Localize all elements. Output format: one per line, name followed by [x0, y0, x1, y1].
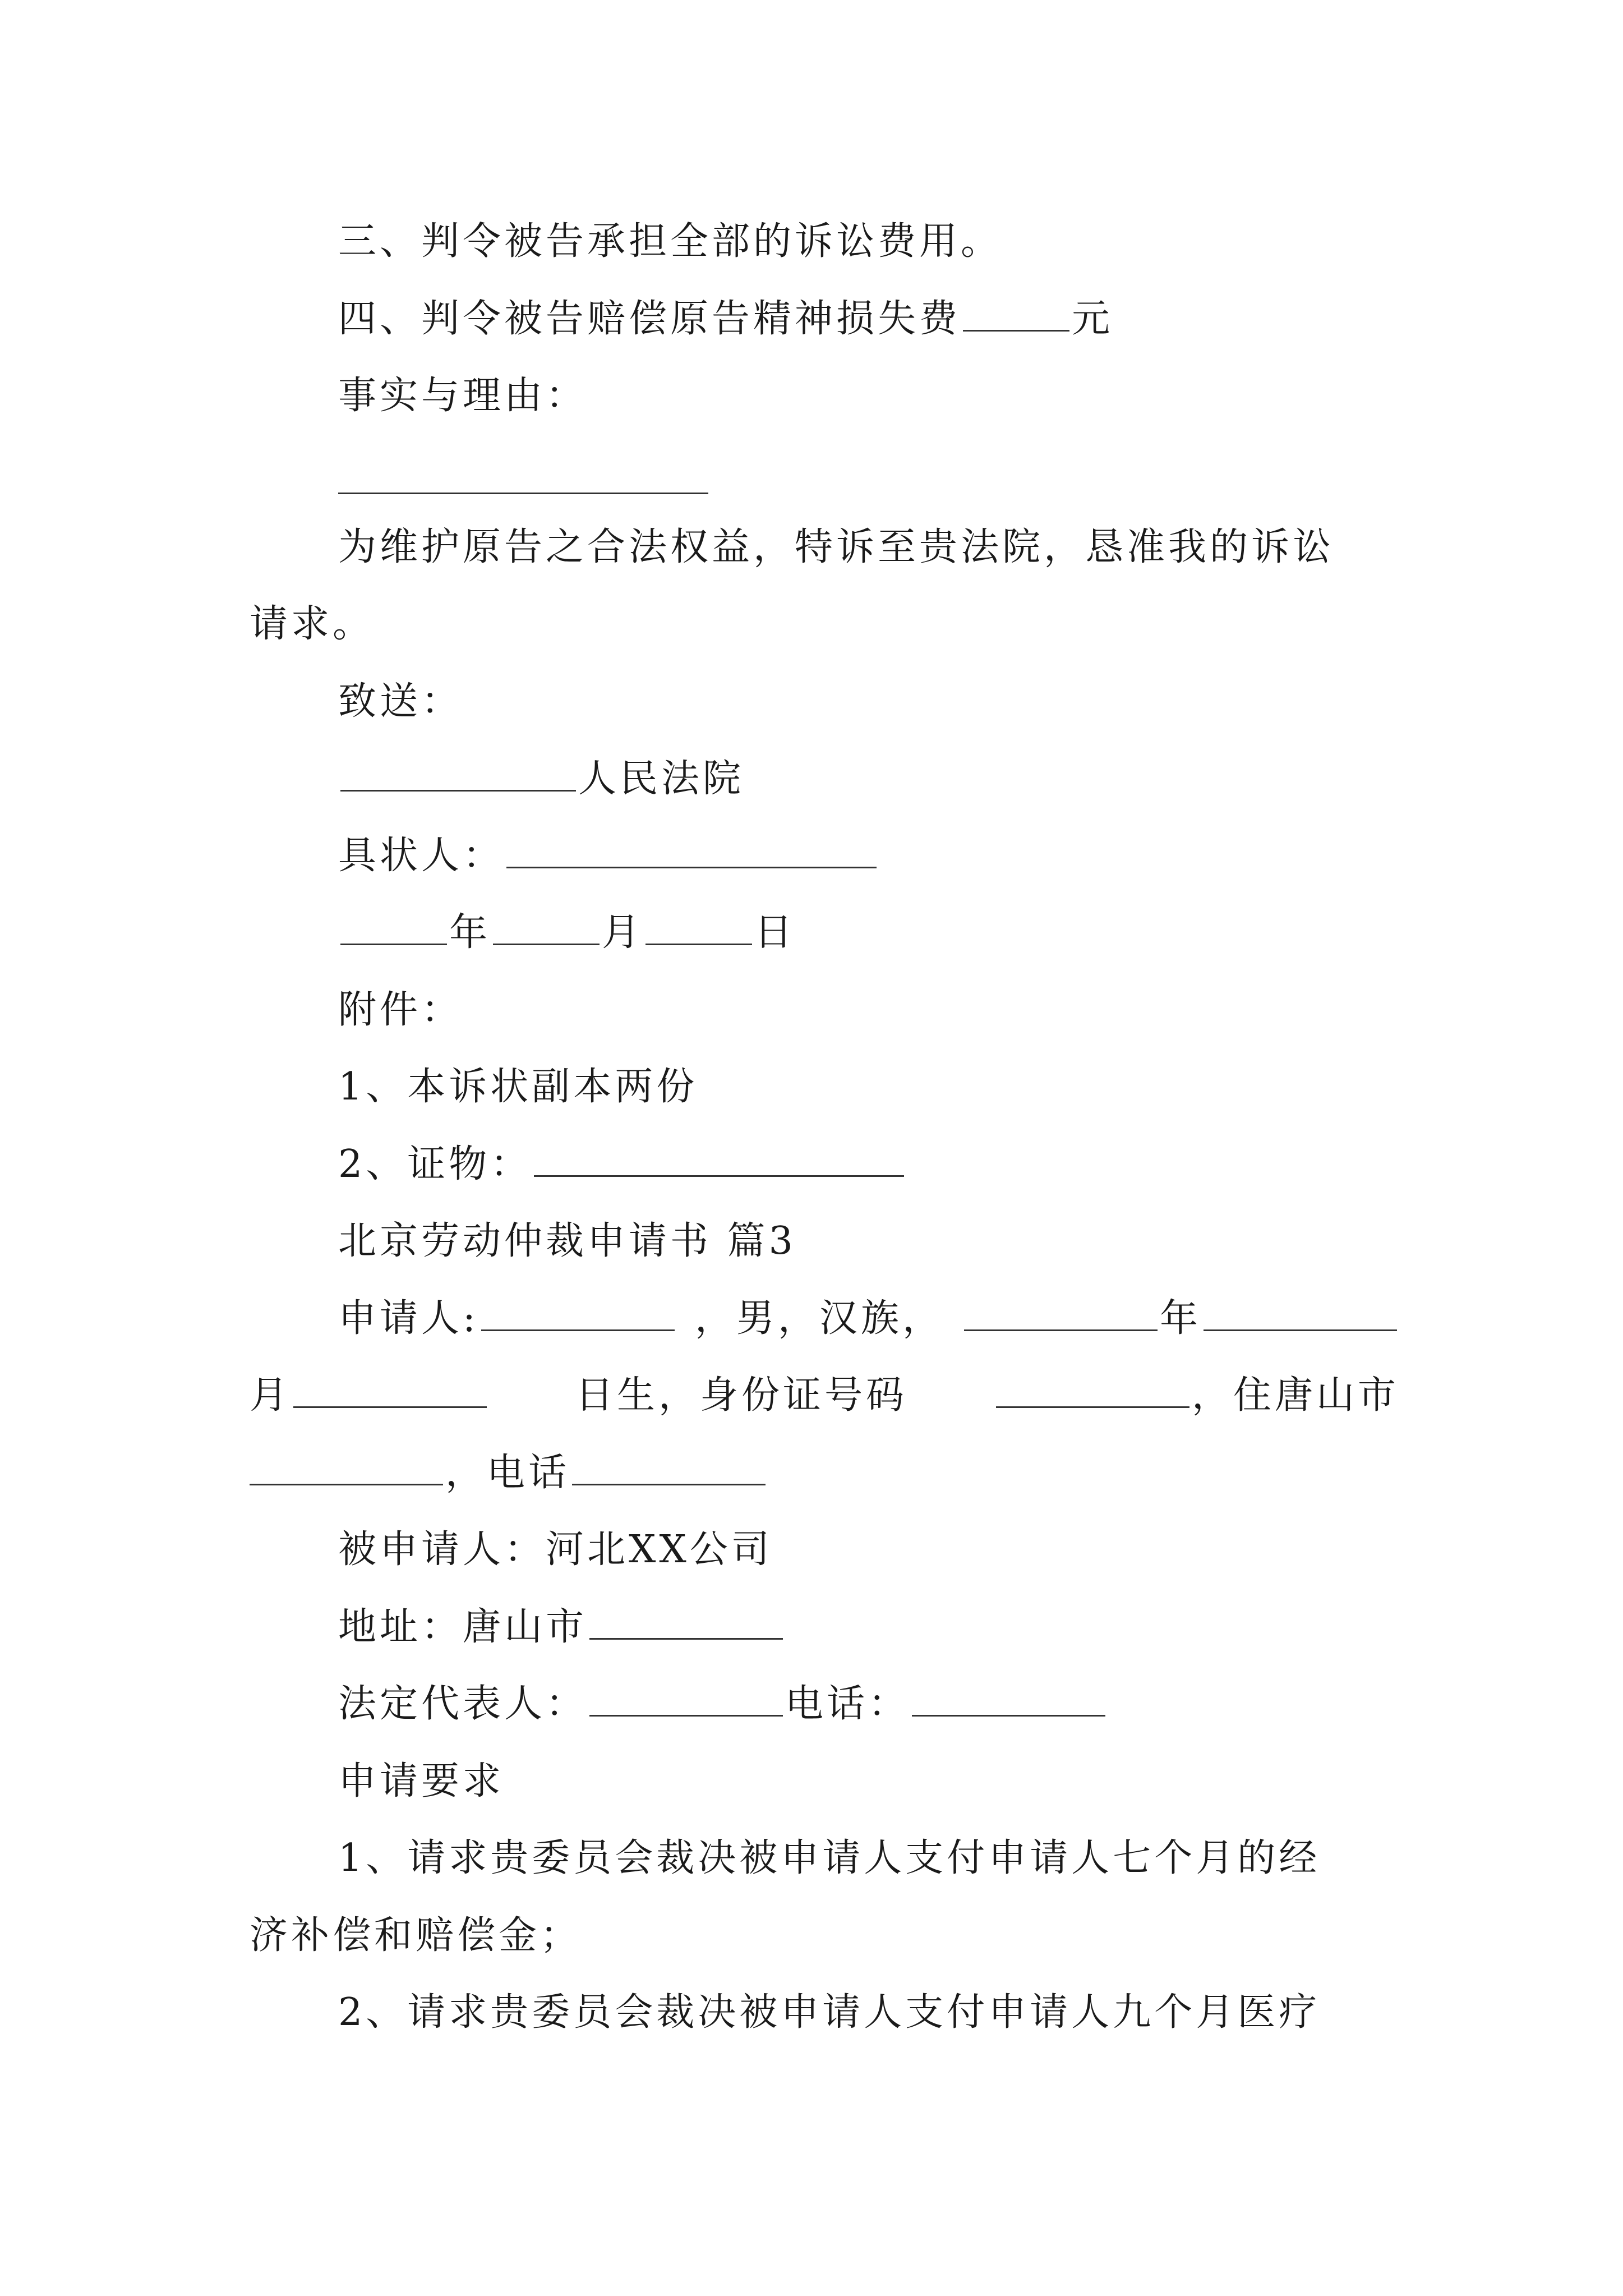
- applicant-line-1: [338, 1296, 1399, 1342]
- request-item-1-line-2: 济补偿和赔偿金；: [250, 1913, 582, 1958]
- phone-blank: [572, 1450, 766, 1485]
- claim-item-3: 三、判令被告承担全部的诉讼费用。: [338, 219, 1003, 264]
- address-blank: [250, 1450, 443, 1485]
- plaintiff-signature-blank: [506, 833, 877, 868]
- birth-year-label: 年: [1159, 1296, 1201, 1341]
- request-item-1-line-1: 1、请求贵委员会裁决被申请人支付申请人七个月的经: [338, 1836, 1321, 1880]
- facts-heading: 事实与理由：: [338, 374, 588, 418]
- respondent-address-label: 地址：唐山市: [338, 1605, 588, 1649]
- amount-blank: [963, 296, 1069, 332]
- applicant-line-2: [250, 1373, 1399, 1419]
- petition-paragraph-line-1: 为维护原告之合法权益，特诉至贵法院，恳准我的诉讼: [338, 525, 1335, 569]
- attachment-item-1: 1、本诉状副本两份: [338, 1065, 698, 1109]
- month-label: 月: [602, 910, 644, 955]
- id-number-blank: [996, 1373, 1189, 1408]
- attachment-item-2-label: 2、证物：: [338, 1142, 532, 1186]
- facts-blank: [338, 493, 708, 494]
- applicant-gender-ethnicity: ，男，汉族，: [694, 1296, 944, 1341]
- year-blank: [340, 910, 447, 945]
- claim-item-4: [338, 296, 1399, 342]
- respondent-address-blank: [589, 1604, 783, 1640]
- day-label: 日: [754, 910, 796, 955]
- respondent-address-line: [338, 1604, 1399, 1650]
- id-number-label: 日生，身份证号码: [575, 1373, 907, 1418]
- plaintiff-signature-label: 具状人：: [338, 834, 505, 878]
- legal-representative-blank: [589, 1681, 783, 1717]
- request-item-2-line-1: 2、请求贵委员会裁决被申请人支付申请人九个月医疗: [338, 1990, 1321, 2035]
- addressee-label: 致送：: [338, 679, 463, 724]
- claim-item-4-unit: 元: [1072, 297, 1114, 341]
- phone-label: ，电话: [445, 1451, 570, 1495]
- birth-day-blank: [293, 1373, 487, 1408]
- petition-paragraph-line-2: 请求。: [250, 602, 375, 646]
- claim-item-4-text: 四、判令被告赔偿原告精神损失费: [338, 297, 961, 341]
- representative-phone-label: 电话：: [785, 1682, 910, 1726]
- address-label: ，住唐山市: [1191, 1373, 1399, 1418]
- respondent-line: 被申请人：河北XX公司: [338, 1527, 773, 1572]
- attachments-heading: 附件：: [338, 988, 463, 1032]
- court-name-line: [338, 756, 1399, 802]
- legal-representative-line: [338, 1681, 1399, 1727]
- court-name-blank: [340, 756, 576, 792]
- legal-representative-label: 法定代表人：: [338, 1682, 588, 1726]
- plaintiff-signature-line: [338, 833, 1399, 879]
- birth-year-blank: [964, 1296, 1158, 1331]
- date-line: [338, 910, 1399, 956]
- birth-month-blank: [1204, 1296, 1397, 1331]
- applicant-line-3: [250, 1450, 1399, 1496]
- birth-month-label: 月: [250, 1373, 292, 1418]
- court-name-suffix: 人民法院: [578, 757, 745, 801]
- applicant-label: 申请人:: [338, 1296, 479, 1341]
- attachment-item-2: [338, 1142, 1399, 1188]
- section-title: 北京劳动仲裁申请书 篇3: [338, 1219, 796, 1263]
- representative-phone-blank: [912, 1681, 1105, 1717]
- requests-heading: 申请要求: [338, 1759, 505, 1803]
- evidence-blank: [534, 1142, 904, 1177]
- day-blank: [645, 910, 752, 945]
- applicant-name-blank: [481, 1296, 675, 1331]
- year-label: 年: [449, 910, 491, 955]
- month-blank: [493, 910, 600, 945]
